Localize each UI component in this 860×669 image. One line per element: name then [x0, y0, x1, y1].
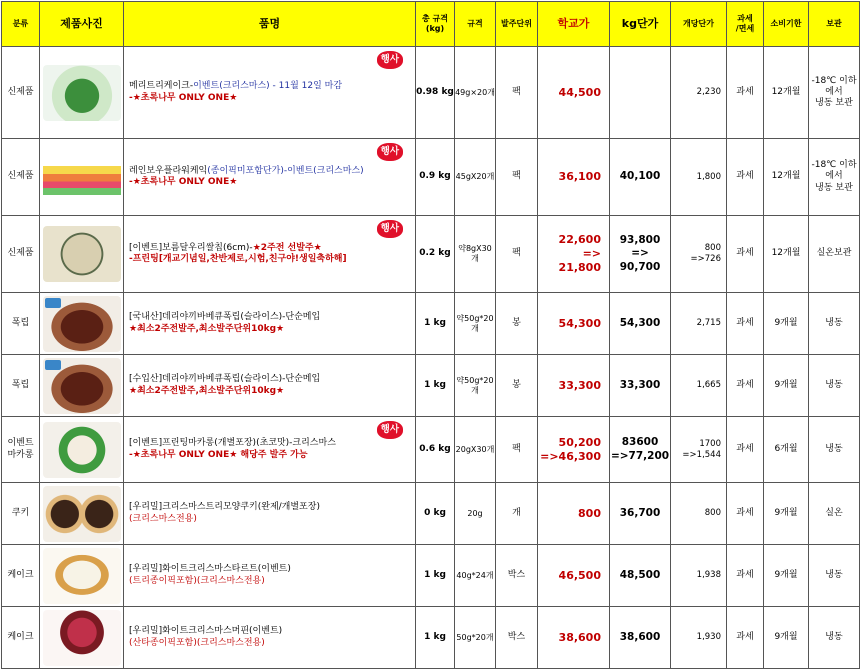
kg-price-cell: 83600 =>77,200 [610, 417, 671, 483]
product-note: (트리종이픽포함)(크리스마스전용) [129, 575, 265, 586]
product-note: -★초록나무 ONLY ONE★ 해당주 발주 가능 [129, 449, 308, 460]
table-row [2, 417, 860, 483]
product-name-cell [124, 545, 416, 607]
order-unit-cell: 팩 [496, 216, 538, 293]
tax-cell: 과세 [727, 483, 764, 545]
product-photo [43, 610, 121, 666]
weight-cell: 1 kg [416, 355, 455, 417]
header-photo: 제품사진 [40, 2, 124, 47]
photo-cell [40, 545, 124, 607]
shelf-life-cell: 12개월 [764, 139, 809, 216]
product-photo [43, 422, 121, 478]
weight-cell: 0 kg [416, 483, 455, 545]
table-row [2, 139, 860, 216]
weight-cell: 0.2 kg [416, 216, 455, 293]
product-note: ★최소2주전발주,최소발주단위10kg★ [129, 323, 285, 334]
tax-cell: 과세 [727, 607, 764, 669]
tax-cell: 과세 [727, 545, 764, 607]
header-unit-price: 개당단가 [671, 2, 727, 47]
product-name-highlight: ★2주전 선발주★ [252, 242, 322, 253]
event-badge: 행사 [377, 421, 403, 439]
event-badge: 행사 [377, 51, 403, 69]
product-name-cell [124, 216, 416, 293]
photo-cell [40, 216, 124, 293]
order-unit-cell: 박스 [496, 607, 538, 669]
school-price-cell: 50,200 =>46,300 [538, 417, 610, 483]
table-row [2, 483, 860, 545]
tax-cell: 과세 [727, 47, 764, 139]
spec-cell: 40g*24개 [455, 545, 496, 607]
product-note: (크리스마스전용) [129, 513, 197, 524]
tax-cell: 과세 [727, 417, 764, 483]
shelf-life-cell: 9개월 [764, 545, 809, 607]
category-cell: 이벤트 마카롱 [2, 417, 40, 483]
storage-cell: 냉동 [809, 293, 860, 355]
unit-price-cell: 2,715 [671, 293, 727, 355]
order-unit-cell: 팩 [496, 417, 538, 483]
header-spec: 규격 [455, 2, 496, 47]
header-storage: 보관 [809, 2, 860, 47]
header-tax: 과세 /면세 [727, 2, 764, 47]
order-unit-cell: 봉 [496, 355, 538, 417]
table-row [2, 545, 860, 607]
table-row [2, 293, 860, 355]
product-note: ★최소2주전발주,최소발주단위10kg★ [129, 385, 285, 396]
product-name: [우리밀]화이트크리스마스머핀(이벤트) [129, 626, 283, 637]
product-note: -★초록나무 ONLY ONE★ [129, 92, 238, 103]
shelf-life-cell: 9개월 [764, 483, 809, 545]
product-price-table [1, 1, 860, 669]
order-unit-cell: 박스 [496, 545, 538, 607]
product-photo [43, 486, 121, 542]
photo-cell [40, 483, 124, 545]
tax-cell: 과세 [727, 216, 764, 293]
product-name-cell [124, 293, 416, 355]
shelf-life-cell: 12개월 [764, 216, 809, 293]
school-price-cell: 46,500 [538, 545, 610, 607]
storage-cell: 실온 [809, 483, 860, 545]
weight-cell: 0.6 kg [416, 417, 455, 483]
product-name: [우리밀]크리스마스트리모양쿠키(완제/개별포장) [129, 502, 320, 513]
product-name-cell [124, 47, 416, 139]
storage-cell: 냉동 [809, 417, 860, 483]
product-photo [43, 548, 121, 604]
category-cell: 폭립 [2, 293, 40, 355]
storage-cell: -18℃ 이하 에서 냉동 보관 [809, 47, 860, 139]
header-name: 품명 [124, 2, 416, 47]
category-cell: 폭립 [2, 355, 40, 417]
table-row [2, 355, 860, 417]
product-photo [43, 226, 121, 282]
weight-cell: 1 kg [416, 293, 455, 355]
school-price-cell: 22,600 => 21,800 [538, 216, 610, 293]
storage-cell: 냉동 [809, 545, 860, 607]
product-name: [수입산]데리야끼바베큐폭립(슬라이스)-단순메입 [129, 374, 321, 385]
category-cell: 케이크 [2, 545, 40, 607]
product-name: 레인보우플라워케익 [129, 165, 208, 176]
spec-cell: 20gX30개 [455, 417, 496, 483]
spec-cell: 약50g*20개 [455, 293, 496, 355]
unit-price-cell: 800 =>726 [671, 216, 727, 293]
unit-price-cell: 1700 =>1,544 [671, 417, 727, 483]
storage-cell: 냉동 [809, 607, 860, 669]
kg-price-cell: 33,300 [610, 355, 671, 417]
product-name: 메리트리케이크- [129, 81, 194, 92]
header-order-unit: 발주단위 [496, 2, 538, 47]
spec-cell: 약50g*20개 [455, 355, 496, 417]
kg-price-cell: 93,800 => 90,700 [610, 216, 671, 293]
weight-cell: 0.98 kg [416, 47, 455, 139]
event-badge: 행사 [377, 143, 403, 161]
tax-cell: 과세 [727, 355, 764, 417]
school-price-cell: 36,100 [538, 139, 610, 216]
weight-cell: 0.9 kg [416, 139, 455, 216]
shelf-life-cell: 12개월 [764, 47, 809, 139]
tax-cell: 과세 [727, 139, 764, 216]
order-unit-cell: 팩 [496, 47, 538, 139]
category-cell: 신제품 [2, 47, 40, 139]
table-row [2, 216, 860, 293]
photo-cell [40, 355, 124, 417]
photo-cell [40, 139, 124, 216]
header-row [2, 2, 860, 47]
header-weight: 총 규격 (kg) [416, 2, 455, 47]
category-cell: 신제품 [2, 216, 40, 293]
kg-price-cell: 48,500 [610, 545, 671, 607]
shelf-life-cell: 9개월 [764, 607, 809, 669]
brand-logo-icon [45, 360, 61, 370]
category-cell: 쿠키 [2, 483, 40, 545]
kg-price-cell: 40,100 [610, 139, 671, 216]
product-note: (산타종이픽포함)(크리스마스전용) [129, 637, 265, 648]
category-cell: 신제품 [2, 139, 40, 216]
spec-cell: 45gX20개 [455, 139, 496, 216]
order-unit-cell: 팩 [496, 139, 538, 216]
weight-cell: 1 kg [416, 545, 455, 607]
spec-cell: 49g×20개 [455, 47, 496, 139]
event-badge: 행사 [377, 220, 403, 238]
product-name-cell [124, 139, 416, 216]
unit-price-cell: 1,930 [671, 607, 727, 669]
product-name: [국내산]데리야끼바베큐폭립(슬라이스)-단순메입 [129, 312, 321, 323]
storage-cell: -18℃ 이하 에서 냉동 보관 [809, 139, 860, 216]
unit-price-cell: 1,938 [671, 545, 727, 607]
product-name-cell [124, 417, 416, 483]
school-price-cell: 38,600 [538, 607, 610, 669]
unit-price-cell: 800 [671, 483, 727, 545]
storage-cell: 실온보관 [809, 216, 860, 293]
order-unit-cell: 개 [496, 483, 538, 545]
product-photo [43, 65, 121, 121]
header-kg-price: kg단가 [610, 2, 671, 47]
table-row [2, 607, 860, 669]
spec-cell: 20g [455, 483, 496, 545]
product-photo [43, 358, 121, 414]
brand-logo-icon [45, 298, 61, 308]
photo-cell [40, 607, 124, 669]
product-note: -★초록나무 ONLY ONE★ [129, 177, 238, 187]
photo-cell [40, 293, 124, 355]
spec-cell: 약8gX30개 [455, 216, 496, 293]
shelf-life-cell: 6개월 [764, 417, 809, 483]
kg-price-cell: 54,300 [610, 293, 671, 355]
photo-cell [40, 47, 124, 139]
product-photo [43, 149, 121, 205]
product-name: [우리밀]화이트크리스마스타르트(이벤트) [129, 564, 291, 575]
product-note: -프린팅[개교기념일,찬반제로,시험,친구야!생일축하해] [129, 254, 347, 264]
kg-price-cell: 38,600 [610, 607, 671, 669]
weight-cell: 1 kg [416, 607, 455, 669]
unit-price-cell: 1,665 [671, 355, 727, 417]
header-shelf-life: 소비기한 [764, 2, 809, 47]
product-name: [이벤트]보름달우리쌀칩(6cm)- [129, 242, 253, 253]
school-price-cell: 800 [538, 483, 610, 545]
unit-price-cell: 1,800 [671, 139, 727, 216]
product-name-highlight: (종이픽미포함단가)-이벤트(크리스마스) [207, 165, 364, 176]
kg-price-cell [610, 47, 671, 139]
product-name-cell [124, 607, 416, 669]
unit-price-cell: 2,230 [671, 47, 727, 139]
shelf-life-cell: 9개월 [764, 293, 809, 355]
shelf-life-cell: 9개월 [764, 355, 809, 417]
storage-cell: 냉동 [809, 355, 860, 417]
photo-cell [40, 417, 124, 483]
product-photo [43, 296, 121, 352]
tax-cell: 과세 [727, 293, 764, 355]
school-price-cell: 33,300 [538, 355, 610, 417]
product-name-highlight: 이벤트(크리스마스) - 11월 12일 마감 [193, 81, 343, 92]
header-category: 분류 [2, 2, 40, 47]
table-row [2, 47, 860, 139]
product-name-cell [124, 483, 416, 545]
spec-cell: 50g*20개 [455, 607, 496, 669]
product-name-cell [124, 355, 416, 417]
order-unit-cell: 봉 [496, 293, 538, 355]
school-price-cell: 54,300 [538, 293, 610, 355]
product-name: [이벤트]프린팅마카롱(개별포장)(초코맛)-크리스마스 [129, 438, 336, 449]
category-cell: 케이크 [2, 607, 40, 669]
kg-price-cell: 36,700 [610, 483, 671, 545]
school-price-cell: 44,500 [538, 47, 610, 139]
header-school-price: 학교가 [538, 2, 610, 47]
